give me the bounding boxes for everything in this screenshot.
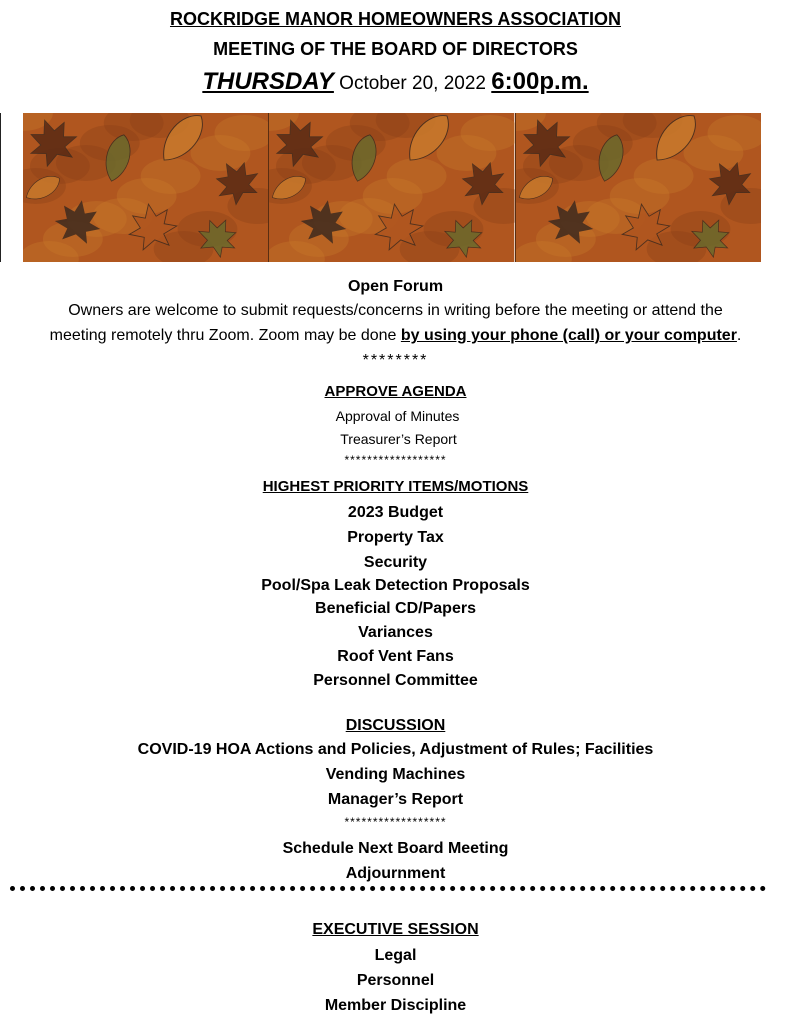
- separator-stars: ******************: [344, 815, 447, 829]
- priority-item: Beneficial CD/Papers: [315, 600, 476, 617]
- separator-stars: ******************: [344, 453, 447, 467]
- meeting-time: 6:00p.m.: [491, 68, 589, 95]
- meeting-date-line: [0, 68, 791, 96]
- executive-session-heading: EXECUTIVE SESSION: [312, 921, 479, 938]
- banner-edge: [0, 113, 1, 262]
- banner-texture: [191, 135, 251, 171]
- banner-leaves-svg: [269, 113, 514, 262]
- priority-item: Pool/Spa Leak Detection Proposals: [261, 577, 530, 594]
- autumn-leaves-banner: [23, 113, 761, 262]
- section-divider: [10, 886, 766, 891]
- agenda-item-treasurers-report: Treasurer’s Report: [340, 431, 457, 447]
- discussion-heading: DISCUSSION: [345, 717, 446, 734]
- priority-item: 2023 Budget: [347, 504, 444, 521]
- discussion-item: Vending Machines: [325, 766, 466, 783]
- closing-item-adjournment: Adjournment: [345, 865, 446, 882]
- meeting-date: October 20, 2022: [333, 73, 492, 94]
- banner-leaves-svg: [23, 113, 268, 262]
- meeting-day: THURSDAY: [202, 68, 334, 95]
- priority-item: Personnel Committee: [313, 672, 478, 689]
- priority-item: Roof Vent Fans: [337, 648, 454, 665]
- executive-item: Legal: [374, 947, 417, 964]
- open-forum-text-line-1: Owners are welcome to submit requests/concerns in writing before the meeting or attend the: [68, 302, 723, 319]
- approve-agenda-heading: APPROVE AGENDA: [324, 383, 467, 400]
- open-forum-title: Open Forum: [347, 278, 444, 295]
- zoom-options-emphasis: by using your phone (call) or your computer: [400, 327, 737, 344]
- priority-item: Security: [363, 554, 428, 571]
- banner-tile: [23, 113, 269, 262]
- separator-stars: ********: [362, 352, 429, 369]
- banner-tile: [516, 113, 761, 262]
- discussion-item: COVID-19 HOA Actions and Policies, Adjustment of Rules; Facilities: [137, 741, 654, 758]
- priority-item: Variances: [358, 624, 433, 641]
- open-forum-text-line-2: [0, 327, 791, 345]
- banner-texture: [683, 135, 743, 171]
- executive-item: Personnel: [356, 972, 435, 989]
- open-forum-text-suffix: .: [736, 327, 742, 344]
- closing-item-next-meeting: Schedule Next Board Meeting: [282, 840, 509, 857]
- priority-items-heading: HIGHEST PRIORITY ITEMS/MOTIONS: [262, 478, 529, 495]
- agenda-item-approval-of-minutes: Approval of Minutes: [335, 408, 460, 424]
- open-forum-text-prefix: meeting remotely thru Zoom. Zoom may be done: [49, 327, 401, 344]
- banner-texture: [437, 135, 497, 171]
- banner-tile: [269, 113, 515, 262]
- meeting-title: MEETING OF THE BOARD OF DIRECTORS: [213, 39, 578, 59]
- discussion-item: Manager’s Report: [327, 791, 464, 808]
- banner-leaves-svg: [516, 113, 761, 262]
- executive-item: Member Discipline: [324, 997, 467, 1014]
- association-title: ROCKRIDGE MANOR HOMEOWNERS ASSOCIATION: [169, 9, 621, 29]
- priority-item: Property Tax: [347, 529, 444, 546]
